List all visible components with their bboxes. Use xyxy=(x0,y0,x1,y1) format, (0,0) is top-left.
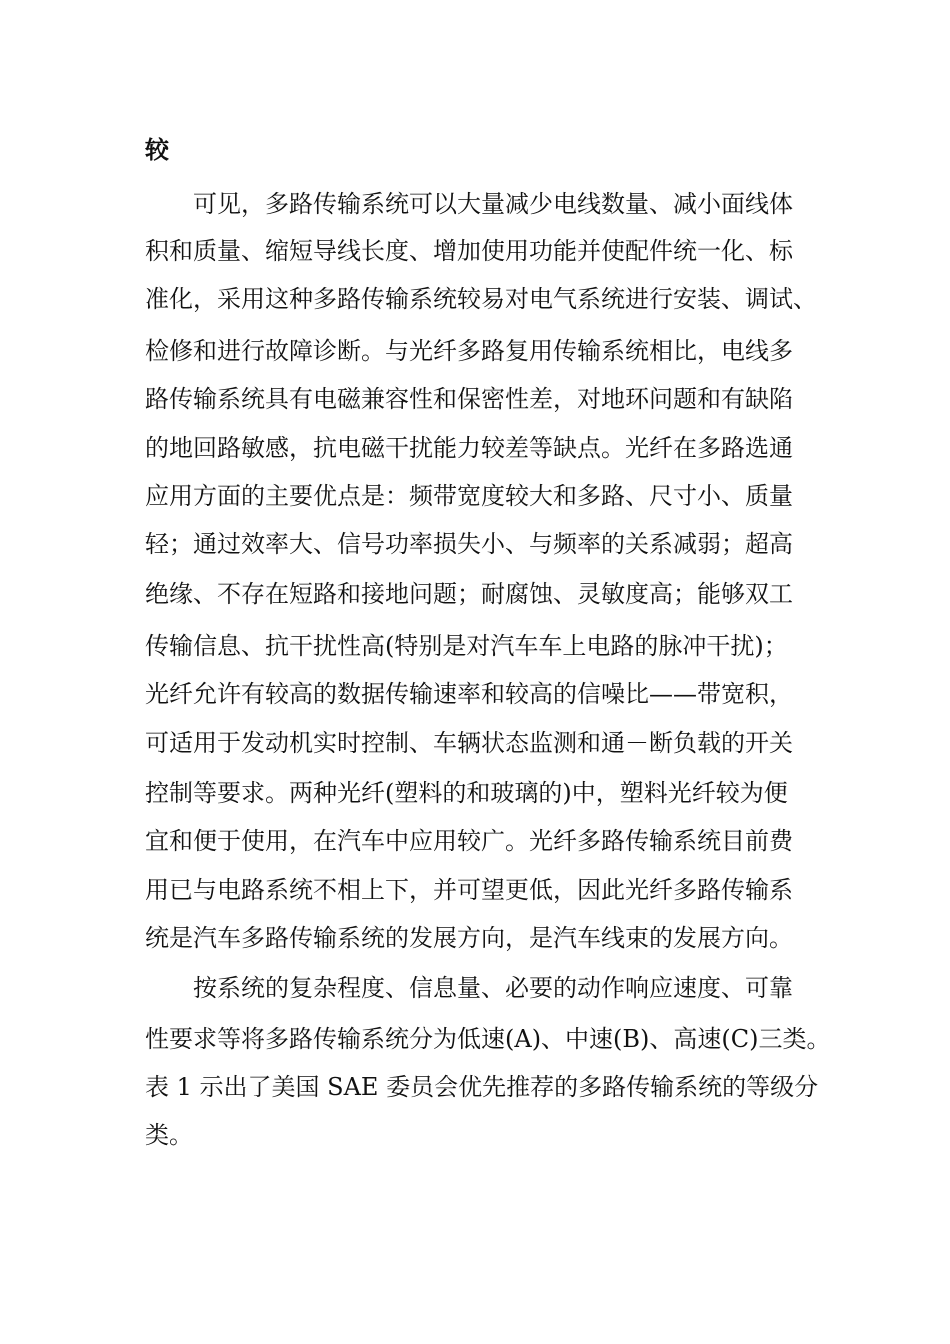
paragraph-1-line: 控制等要求。两种光纤(塑料的和玻璃的)中，塑料光纤较为便 xyxy=(145,779,788,807)
paragraph-1-line: 检修和进行故障诊断。与光纤多路复用传输系统相比，电线多 xyxy=(145,337,793,365)
paragraph-2-line: 表 1 示出了美国 SAE 委员会优先推荐的多路传输系统的等级分 xyxy=(145,1073,819,1101)
paragraph-2-line: 类。 xyxy=(145,1121,193,1149)
paragraph-1-line: 传输信息、抗干扰性高(特别是对汽车车上电路的脉冲干扰)； xyxy=(145,632,788,660)
paragraph-1-line: 用已与电路系统不相上下，并可望更低，因此光纤多路传输系 xyxy=(145,876,793,904)
paragraph-1-line: 准化，采用这种多路传输系统较易对电气系统进行安装、调试、 xyxy=(145,285,817,313)
paragraph-2-line: 按系统的复杂程度、信息量、必要的动作响应速度、可靠 xyxy=(193,974,793,1002)
paragraph-1-line: 轻；通过效率大、信号功率损失小、与频率的关系减弱；超高 xyxy=(145,530,793,558)
paragraph-1-line: 绝缘、不存在短路和接地问题；耐腐蚀、灵敏度高；能够双工 xyxy=(145,580,793,608)
paragraph-1-line: 的地回路敏感，抗电磁干扰能力较差等缺点。光纤在多路选通 xyxy=(145,434,793,462)
paragraph-1-line: 光纤允许有较高的数据传输速率和较高的信噪比——带宽积， xyxy=(145,680,793,708)
paragraph-2-line: 性要求等将多路传输系统分为低速(A)、中速(B)、高速(C)三类。 xyxy=(145,1025,831,1053)
paragraph-1-line: 应用方面的主要优点是：频带宽度较大和多路、尺寸小、质量 xyxy=(145,482,793,510)
paragraph-1-line: 可适用于发动机实时控制、车辆状态监测和通－断负载的开关 xyxy=(145,729,793,757)
paragraph-1-line: 统是汽车多路传输系统的发展方向，是汽车线束的发展方向。 xyxy=(145,924,793,952)
paragraph-1-line: 路传输系统具有电磁兼容性和保密性差，对地环问题和有缺陷 xyxy=(145,385,793,413)
paragraph-1-line: 积和质量、缩短导线长度、增加使用功能并使配件统一化、标 xyxy=(145,237,793,265)
paragraph-1-line: 宜和便于使用，在汽车中应用较广。光纤多路传输系统目前费 xyxy=(145,827,793,855)
paragraph-1-line: 可见，多路传输系统可以大量减少电线数量、减小面线体 xyxy=(193,190,793,218)
heading: 较 xyxy=(145,136,169,164)
